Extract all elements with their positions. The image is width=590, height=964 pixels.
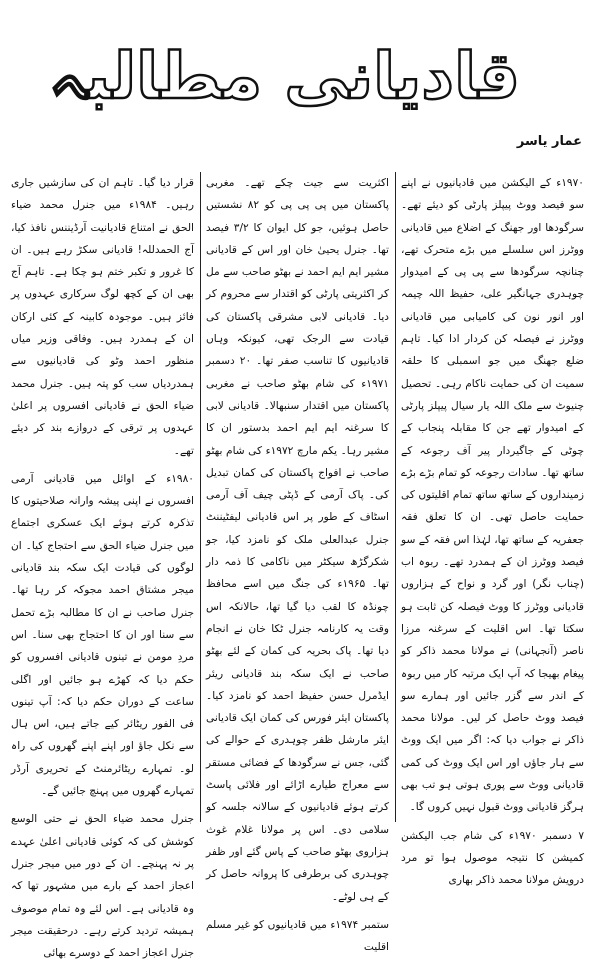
paragraph: ۱۹۸۰ء کے اوائل میں قادیانی آرمی افسروں نے اپنی پیشہ وارانہ صلاحیتوں کا تذکرہ کرتے ہوئے ایک عسکری اجتماع میں جنرل ضیاء الحق سے احتجاج کیا۔ ان لوگوں کی قیادت ایک سکہ بند قادیانی میجر مشتاق احمد مجوکہ کر رہا تھا۔ جنرل صاحب نے ان کا مطالبہ بڑے تحمل سے سنا اور ان کا احتجاج بھی سنا۔ اس مردِ مومن نے تینوں قادیانی افسروں کو حکم دیا کہ کھڑے ہو جائیں اور اگلی ساعت کے دوران حکم دیا کہ: آپ تینوں فی الفور ریٹائر کیے جاتے ہیں، اس ہال سے نکل جاؤ اور اپنے اپنے گھروں کی راہ لو۔ تمہارے ریٹائرمنٹ کے تحریری آرڈر تمہارے گھروں میں پہنچ جائیں گے۔: [11, 472, 194, 798]
paragraph: ۷ دسمبر ۱۹۷۰ء کی شام جب الیکشن کمیشن کا نتیجہ موصول ہوا تو مرد درویش مولانا محمد ذاکر بھاری: [401, 829, 585, 887]
paragraph: جنرل محمد ضیاء الحق نے حتی الوسع کوشش کی کہ کوئی قادیانی اعلیٰ عہدے پر نہ پہنچے۔ ان کے دور میں میجر جنرل اعجاز احمد کے بارے میں مشہور تھا کہ وہ قادیانی ہے۔ اس لئے وہ تمام موصوف ہمیشہ تردید کرتے رہے۔ درحقیقت میجر جنرل اعجاز احمد کے دوسرے بھائی: [11, 813, 194, 960]
paragraph: اکثریت سے جیت چکے تھے۔ مغربی پاکستان میں پی پی پی کو ۸۲ نشستیں حاصل ہوئیں، جو کل ایوان کا ۳/۲ فیصد تھا۔ جنرل یحییٰ خان اور اس کے قادیانی مشیر ایم ایم احمد نے بھٹو صاحب سے مل کر اکثریتی پارٹی کو اقتدار سے محروم کر دیا۔ قادیانی لابی مشرقی پاکستان کی قیادت سے الرجک تھی، کیونکہ وہاں قادیانیوں کا تناسب صفر تھا۔ ۲۰ دسمبر ۱۹۷۱ء کی شام بھٹو صاحب نے مغربی پاکستان میں اقتدار سنبھالا۔ قادیانی لابی کا سرغنہ ایم ایم احمد بدستور ان کا مشیر رہا۔ یکم مارچ ۱۹۷۲ء کی شام بھٹو صاحب نے افواج پاکستان کی کمان تبدیل کی۔ پاک آرمی کے ڈپٹی چیف آف آرمی اسٹاف کے طور پر اس قادیانی لیفٹیننٹ جنرل عبدالعلی ملک کو نامزد کیا، جو شکرگڑھ سیکٹر میں ناکامی کا ذمہ دار تھا۔ ۱۹۶۵ء کی جنگ میں اسے محافظ چونڈہ کا لقب دیا گیا تھا، حالانکہ اس وقت یہ کارنامہ جنرل ٹکا خان نے انجام دیا تھا۔ پاک بحریہ کی کمان کے لئے بھٹو صاحب نے ایک سکہ بند قادیانی ریئر ایڈمرل حسن حفیظ احمد کو نامزد کیا۔ پاکستان ایئر فورس کی کمان ایک قادیانی ایئر مارشل ظفر چوہدری کے حوالے کی گئی، جس نے سرگودھا کے فضائی مستقر سے معراج طیارے اڑائے اور فلائی پاسٹ کرتے ہوئے قادیانیوں کے سالانہ جلسہ کو سلامی دی۔ اس پر مولانا غلام غوث ہزاروی بھٹو صاحب کے پاس گئے اور ظفر چوہدری کی برطرفی کا پروانہ حاصل کر کے ہی لوٹے۔: [206, 177, 390, 903]
article-columns: [6, 172, 585, 960]
column-3: [6, 172, 194, 960]
paragraph: قرار دیا گیا۔ تاہم ان کی سازشیں جاری رہیں۔ ۱۹۸۴ء میں جنرل محمد ضیاء الحق نے امتناع قادیانیت آرڈیننس نافذ کیا، آج الحمدللہ! قادیانی سکڑ رہے ہیں۔ ان کا غرور و تکبر ختم ہو چکا ہے۔ تاہم آج بھی ان کے کچھ لوگ سرکاری عہدوں پر فائز ہیں۔ موجودہ کابینہ کے کئی ارکان ان کے ہمدرد ہیں۔ وفاقی وزیر میاں منظور احمد وٹو کی قادیانیوں سے ہمدردیاں سب کو پتہ ہیں۔ جنرل محمد ضیاء الحق نے قادیانی افسروں پر اعلیٰ عہدوں پر ترقی کے دروازے بند کر دیئے تھے۔: [11, 177, 194, 457]
headline: قادیانی مطالبہ: [48, 40, 520, 114]
paragraph: ۱۹۷۰ء کے الیکشن میں قادیانیوں نے اپنے سو فیصد ووٹ پیپلز پارٹی کو دیئے تھے۔ سرگودھا اور جھنگ کے اضلاع میں قادیانی ووٹرز اس سلسلے میں بڑے متحرک تھے، چنانچہ سرگودھا سے پی پی کے امیدوار چوہدری جہانگیر علی، حفیظ اللہ چیمہ اور انور نون کی کامیابی میں قادیانی ووٹرز نے فیصلہ کن کردار ادا کیا۔ تاہم ضلع جھنگ میں جو اسمبلی کا حلقہ سمیت ان کی حمایت ناکام رہی۔ تحصیل چنیوٹ سے ملک اللہ یار سیال پیپلز پارٹی کے امیدوار تھے جن کا مقابلہ پنجاب کے چوٹی کے جاگیردار پیر آف رجوعہ کے ساتھ تھا۔ سادات رجوعہ کو تمام بڑے بڑے زمینداروں کے ساتھ ساتھ تمام اقلیتوں کی حمایت حاصل تھی۔ ان کا تعلق فقہ جعفریہ کے ساتھ تھا، لہٰذا اس فقہ کے سو فیصد ووٹرز ان کے ہمدرد تھے۔ ربوہ اب (چناب نگر) اور گرد و نواح کے ہزاروں قادیانی ووٹرز کا ووٹ فیصلہ کن ثابت ہو سکتا تھا۔ اس اقلیت کے سرغنہ مرزا ناصر (آنجہانی) نے مولانا محمد ذاکر کو پیغام بھیجا کہ آپ ایک مرتبہ کار میں ربوہ کے اندر سے گزر جائیں اور ہمارے سو فیصد ووٹ حاصل کر لیں۔ مولانا محمد ذاکر نے جواب دیا کہ: اگر میں ایک ووٹ سے ہار جاؤں اور اس ایک ووٹ کی کمی قادیانی ووٹ سے پوری ہوتی ہو تب بھی ہرگز قادیانی ووٹ قبول نہیں کروں گا۔: [401, 177, 584, 814]
column-2: [200, 172, 390, 954]
paragraph: ستمبر ۱۹۷۴ء میں قادیانیوں کو غیر مسلم اقلیت: [206, 918, 389, 954]
column-1: [395, 172, 585, 887]
byline: عمار یاسر: [516, 134, 582, 149]
